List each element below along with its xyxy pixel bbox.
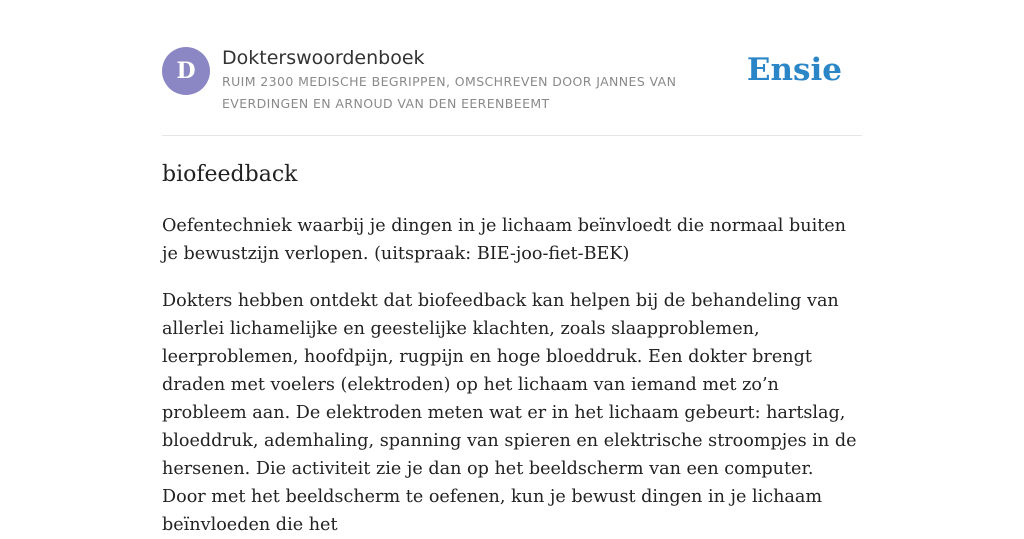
source-avatar[interactable]: D (162, 47, 210, 95)
source-header (162, 0, 862, 136)
entry-title: biofeedback (162, 162, 298, 187)
ensie-logo[interactable]: Ensie (746, 52, 842, 88)
source-info (222, 45, 702, 115)
source-title[interactable]: Dokterswoordenboek (222, 47, 425, 69)
entry-paragraph: Dokters hebben ontdekt dat biofeedback kan helpen bij de behandeling van allerlei lichamelijke en geestelijke klachten, zoals slaapproblemen, leerproblemen, hoofdpijn, rugpijn en hoge bloeddruk. Een dokter brengt draden met voelers (elektroden) op het lichaam van iemand met zo’n probleem aan. De elektroden meten wat er in het lichaam gebeurt: hartslag, bloeddruk, ademhaling, spanning van spieren en elektrische stroompjes in de hersenen. Die activiteit zie je dan op het beeldscherm van een computer. Door met het beeldscherm te oefenen, kun je bewust dingen in je lichaam beïnvloeden die het (162, 291, 857, 535)
content-container (162, 0, 862, 535)
source-subtitle: RUIM 2300 MEDISCHE BEGRIPPEN, OMSCHREVEN DOOR JANNES VAN EVERDINGEN EN ARNOUD VAN DEN EERENBEEMT (222, 74, 677, 111)
entry-paragraph: Oefentechniek waarbij je dingen in je lichaam beïnvloedt die normaal buiten je bewustzijn verlopen. (uitspraak: BIE-joo-fiet-BEK) (162, 216, 847, 264)
